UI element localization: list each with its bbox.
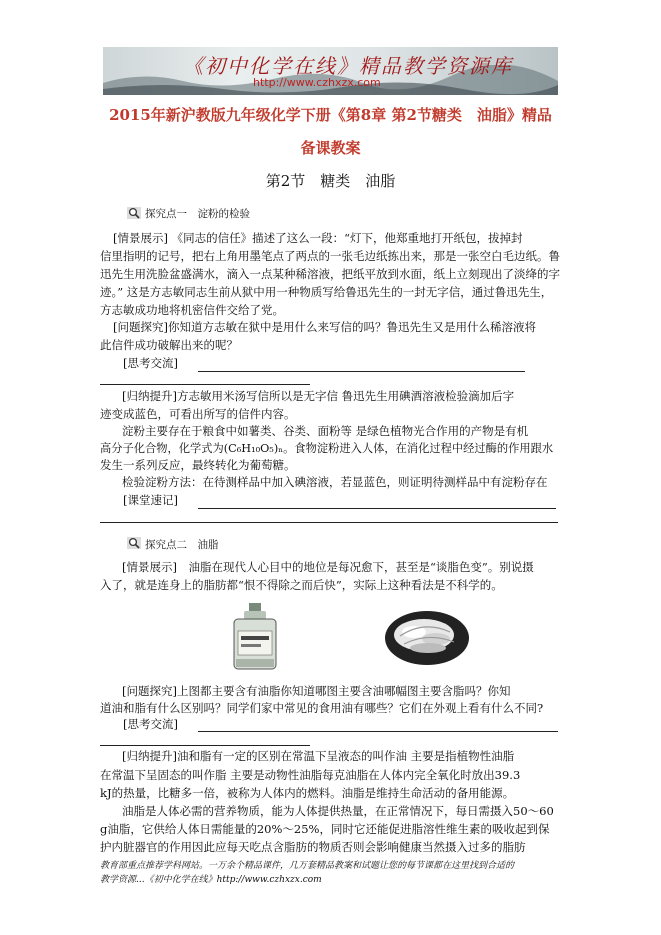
text-line: 淀粉主要存在于粮食中如薯类、谷类、面粉等 是绿色植物光合作用的产物是有机 — [122, 424, 529, 438]
text-line: g油脂，它供给人体日需能量的20%～25%，同时它还能促进脂溶性维生素的吸收起到保 — [100, 822, 550, 836]
text-line: 发生一系列反应，最终转化为葡萄糖。 — [100, 458, 296, 472]
text-line: 油脂是人体必需的营养物质，能为人体提供热量，在正常情况下，每日需摄入50～60 — [122, 804, 554, 818]
footer-line1: 教育部重点推荐学科网站。一万余个精品课件，几万套精品教案和试题让您的每节课都在这里找到合适的 — [100, 861, 515, 871]
text-line: 信里指明的记号，把右上角用墨笔点了两点的一张毛边纸拣出来，那是一张空白毛边纸。鲁 — [100, 249, 560, 263]
text-line: 护内脏器官的作用因此应每天吃点含脂肪的物质否则会影响健康当然摄入过多的脂肪 — [100, 840, 526, 854]
text-line: 迹。” 这是方志敏同志生前从狱中用一种物质写给鲁迅先生的一封无字信，通过鲁迅先生， — [100, 285, 553, 299]
section-title: 第2节 糖类 油脂 — [265, 172, 396, 190]
magnifier-icon — [127, 207, 141, 219]
text-line: 在常温下呈固态的叫作脂 主要是动物性油脂每克油脂在人体内完全氧化时放出39.3 — [100, 768, 521, 782]
text-line: [归纳提升]油和脂有一定的区别在常温下呈液态的叫作油 主要是指植物性油脂 — [122, 749, 515, 763]
oil-bottle-image — [230, 603, 280, 671]
answer-line[interactable] — [198, 371, 525, 372]
footer-line2[interactable]: 教学资源...《初中化学在线》http://www.czhxzx.com — [100, 875, 322, 885]
text-line: [归纳提升]方志敏用米汤写信所以是无字信 鲁迅先生用碘酒溶液检验滴加后字 — [122, 389, 515, 403]
notes-line[interactable] — [198, 508, 556, 509]
text-line: 检验淀粉方法：在待测样品中加入碘溶液，若显蓝色，则证明待测样品中有淀粉存在 — [122, 475, 548, 489]
text-line: 此信件成功破解出来的呢？ — [100, 338, 238, 352]
heading-oils-fats: 探究点二 油脂 — [145, 539, 219, 551]
text-line: 高分子化合物，化学式为(C₆H₁₀O₅)ₙ。食物淀粉进入人体，在消化过程中经过酶的作用跟水 — [100, 442, 554, 455]
text-line: 迅先生用洗脸盆盛满水，滴入一点某种稀溶液，把纸平放到水面，纸上立刻现出了淡绛的字 — [100, 267, 560, 281]
text-line: [问题探究]你知道方志敏在狱中是用什么来写信的吗？鲁迅先生又是用什么稀溶液将 — [113, 320, 536, 334]
text-line: [情景展示] 油脂在现代人心目中的地位是每况愈下，甚至是“谈脂色变”。别说摄 — [122, 560, 534, 574]
answer-line[interactable] — [100, 745, 310, 746]
text-line: [问题探究]上图都主要含有油脂你知道哪图主要含油哪幅图主要含脂吗？你知 — [122, 684, 511, 698]
text-line: kJ的热量，比糖多一倍，被称为人体内的燃料。油脂是维持生命活动的备用能源。 — [100, 786, 515, 800]
text-line: 入了，就是连身上的脂肪都“恨不得除之而后快”，实际上这种看法是不科学的。 — [100, 578, 503, 592]
magnifier-icon — [127, 537, 141, 549]
banner-url[interactable]: http://www.czhxzx.com — [253, 76, 381, 89]
text-line: 道油和脂有什么区别吗？同学们家中常见的食用油有哪些？它们在外观上看有什么不同? — [100, 701, 544, 715]
document-title-line1: 2015年新沪教版九年级化学下册《第8章 第2节糖类 油脂》精品 — [109, 106, 552, 124]
notes-line[interactable] — [100, 522, 558, 523]
text-line: [情景展示] 《同志的信任》描述了这么一段：“灯下，他郑重地打开纸包，拔掉封 — [113, 231, 523, 245]
fat-meat-image — [384, 610, 470, 666]
header-banner — [103, 47, 558, 95]
answer-line[interactable] — [100, 384, 310, 385]
banner-title: 《初中化学在线》精品教学资源库 — [183, 54, 513, 78]
notes-label: [课堂速记] — [123, 493, 178, 507]
text-line: 方志敏成功地将机密信件交给了党。 — [100, 303, 284, 317]
think-label: [思考交流] — [123, 717, 178, 731]
think-label: [思考交流] — [123, 356, 178, 370]
text-line: 迹变成蓝色，可看出所写的信件内容。 — [100, 407, 296, 421]
document-title-line2: 备课教案 — [300, 139, 361, 157]
heading-starch-test: 探究点一 淀粉的检验 — [145, 208, 250, 220]
answer-line[interactable] — [198, 731, 558, 732]
